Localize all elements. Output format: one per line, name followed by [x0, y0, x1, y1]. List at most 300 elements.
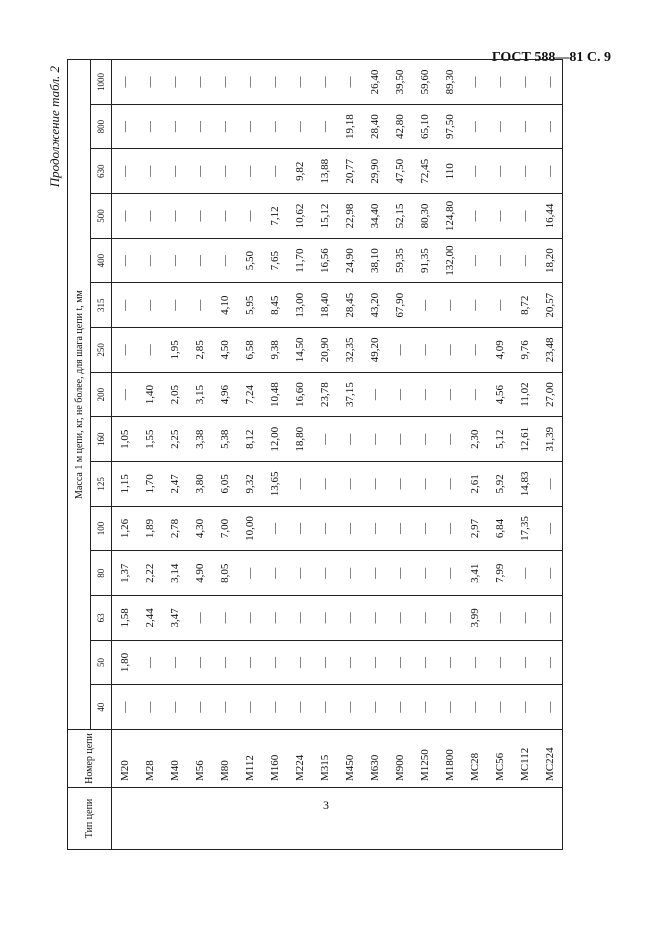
cell-chain-type: [512, 788, 537, 850]
header-pitch: 63: [91, 596, 112, 641]
cell-mass-value: —: [262, 104, 287, 149]
cell-mass-value: —: [487, 104, 512, 149]
cell-mass-value: 22,98: [337, 194, 362, 239]
cell-mass-value: —: [537, 640, 563, 685]
page-header: ГОСТ 588—81 С. 9: [491, 50, 611, 65]
cell-mass-value: 1,58: [112, 596, 138, 641]
cell-mass-value: 18,20: [537, 238, 563, 283]
cell-mass-value: —: [237, 685, 262, 730]
cell-mass-value: 1,89: [137, 506, 162, 551]
cell-mass-value: —: [512, 596, 537, 641]
cell-mass-value: —: [537, 60, 563, 105]
cell-mass-value: —: [112, 328, 138, 373]
cell-mass-value: 59,60: [412, 60, 437, 105]
cell-mass-value: 2,25: [162, 417, 187, 462]
cell-mass-value: 1,70: [137, 462, 162, 507]
cell-chain-type: [462, 788, 487, 850]
cell-mass-value: —: [512, 194, 537, 239]
cell-mass-value: 24,90: [337, 238, 362, 283]
cell-chain-type: [237, 788, 262, 850]
cell-chain-number: М160: [262, 730, 287, 788]
cell-mass-value: —: [237, 194, 262, 239]
cell-chain-number: М315: [312, 730, 337, 788]
cell-mass-value: —: [387, 506, 412, 551]
table-row: [312, 60, 337, 850]
cell-mass-value: —: [462, 640, 487, 685]
cell-mass-value: 4,09: [487, 328, 512, 373]
cell-mass-value: —: [462, 149, 487, 194]
cell-mass-value: —: [112, 60, 138, 105]
cell-mass-value: 2,47: [162, 462, 187, 507]
cell-mass-value: —: [312, 685, 337, 730]
cell-chain-number: М80: [212, 730, 237, 788]
cell-mass-value: —: [287, 506, 312, 551]
cell-mass-value: 38,10: [362, 238, 387, 283]
cell-mass-value: 23,78: [312, 372, 337, 417]
header-pitch: 100: [91, 506, 112, 551]
cell-mass-value: 3,47: [162, 596, 187, 641]
cell-mass-value: —: [462, 104, 487, 149]
cell-mass-value: —: [237, 596, 262, 641]
cell-mass-value: 4,50: [212, 328, 237, 373]
cell-mass-value: 18,80: [287, 417, 312, 462]
header-pitch: 400: [91, 238, 112, 283]
cell-mass-value: —: [312, 462, 337, 507]
cell-mass-value: 16,56: [312, 238, 337, 283]
header-pitch: 1000: [91, 60, 112, 105]
cell-chain-type: [487, 788, 512, 850]
cell-mass-value: 28,40: [362, 104, 387, 149]
cell-mass-value: 7,24: [237, 372, 262, 417]
cell-mass-value: —: [362, 596, 387, 641]
cell-chain-number: М20: [112, 730, 138, 788]
cell-mass-value: —: [362, 640, 387, 685]
table-row: [162, 60, 187, 850]
cell-mass-value: 14,83: [512, 462, 537, 507]
header-pitch: 200: [91, 372, 112, 417]
cell-mass-value: —: [262, 551, 287, 596]
cell-mass-value: —: [112, 372, 138, 417]
cell-mass-value: 52,15: [387, 194, 412, 239]
cell-mass-value: 49,20: [362, 328, 387, 373]
cell-mass-value: 80,30: [412, 194, 437, 239]
cell-mass-value: 7,99: [487, 551, 512, 596]
table-row: [237, 60, 262, 850]
cell-chain-number: М1800: [437, 730, 462, 788]
cell-mass-value: —: [412, 640, 437, 685]
cell-mass-value: —: [312, 640, 337, 685]
cell-mass-value: —: [462, 372, 487, 417]
cell-mass-value: —: [337, 417, 362, 462]
cell-mass-value: 1,95: [162, 328, 187, 373]
cell-chain-number: М1250: [412, 730, 437, 788]
cell-mass-value: —: [112, 685, 138, 730]
cell-mass-value: —: [437, 417, 462, 462]
cell-mass-value: 7,12: [262, 194, 287, 239]
cell-mass-value: —: [387, 551, 412, 596]
cell-chain-number: М900: [387, 730, 412, 788]
cell-mass-value: 1,80: [112, 640, 138, 685]
header-pitch: 80: [91, 551, 112, 596]
cell-mass-value: —: [412, 685, 437, 730]
cell-mass-value: —: [437, 640, 462, 685]
header-chain-number: Номер цепи: [68, 730, 112, 788]
cell-mass-value: —: [287, 60, 312, 105]
cell-mass-value: 2,78: [162, 506, 187, 551]
cell-mass-value: 34,40: [362, 194, 387, 239]
cell-mass-value: —: [437, 328, 462, 373]
table-row: [387, 60, 412, 850]
cell-mass-value: —: [262, 506, 287, 551]
cell-mass-value: —: [287, 551, 312, 596]
cell-mass-value: —: [287, 685, 312, 730]
header-pitch: 50: [91, 640, 112, 685]
cell-mass-value: 11,70: [287, 238, 312, 283]
cell-mass-value: —: [412, 417, 437, 462]
cell-mass-value: —: [237, 60, 262, 105]
cell-mass-value: —: [162, 194, 187, 239]
cell-mass-value: 4,96: [212, 372, 237, 417]
cell-mass-value: 9,38: [262, 328, 287, 373]
cell-mass-value: 3,38: [187, 417, 212, 462]
cell-mass-value: —: [462, 194, 487, 239]
cell-mass-value: 9,82: [287, 149, 312, 194]
cell-mass-value: 12,61: [512, 417, 537, 462]
cell-mass-value: 18,40: [312, 283, 337, 328]
cell-mass-value: —: [187, 596, 212, 641]
cell-mass-value: —: [487, 685, 512, 730]
cell-mass-value: —: [362, 372, 387, 417]
cell-mass-value: —: [187, 104, 212, 149]
cell-mass-value: 91,35: [412, 238, 437, 283]
cell-mass-value: 19,18: [337, 104, 362, 149]
cell-mass-value: 47,50: [387, 149, 412, 194]
cell-mass-value: 20,90: [312, 328, 337, 373]
cell-chain-type: [362, 788, 387, 850]
header-pitch: 800: [91, 104, 112, 149]
cell-mass-value: —: [337, 551, 362, 596]
cell-mass-value: —: [312, 506, 337, 551]
cell-mass-value: —: [362, 462, 387, 507]
cell-chain-number: М28: [137, 730, 162, 788]
cell-mass-value: —: [237, 149, 262, 194]
cell-mass-value: —: [437, 462, 462, 507]
cell-chain-number: МС28: [462, 730, 487, 788]
cell-mass-value: 4,10: [212, 283, 237, 328]
page-marker: 3: [323, 798, 329, 812]
cell-mass-value: 17,35: [512, 506, 537, 551]
cell-mass-value: 1,37: [112, 551, 138, 596]
cell-mass-value: —: [387, 328, 412, 373]
cell-mass-value: 28,45: [337, 283, 362, 328]
cell-mass-value: 3,15: [187, 372, 212, 417]
cell-chain-type: [112, 788, 138, 850]
cell-mass-value: —: [362, 685, 387, 730]
cell-mass-value: —: [312, 60, 337, 105]
chain-mass-table: [67, 59, 563, 850]
cell-mass-value: —: [487, 60, 512, 105]
cell-mass-value: —: [387, 640, 412, 685]
cell-mass-value: —: [287, 596, 312, 641]
cell-mass-value: —: [212, 60, 237, 105]
cell-mass-value: 2,30: [462, 417, 487, 462]
cell-mass-value: 1,26: [112, 506, 138, 551]
cell-mass-value: 9,32: [237, 462, 262, 507]
header-pitch: 500: [91, 194, 112, 239]
table-continuation-label: Продолжение табл. 2: [47, 66, 62, 188]
cell-mass-value: —: [187, 238, 212, 283]
cell-mass-value: —: [162, 685, 187, 730]
cell-chain-number: М40: [162, 730, 187, 788]
cell-mass-value: —: [337, 596, 362, 641]
header-pitch: 315: [91, 283, 112, 328]
cell-mass-value: —: [362, 506, 387, 551]
cell-mass-value: —: [187, 640, 212, 685]
cell-chain-number: М630: [362, 730, 387, 788]
cell-mass-value: 14,50: [287, 328, 312, 373]
cell-mass-value: 16,44: [537, 194, 563, 239]
cell-mass-value: 89,30: [437, 60, 462, 105]
cell-mass-value: —: [387, 685, 412, 730]
cell-chain-type: [287, 788, 312, 850]
cell-mass-value: —: [337, 506, 362, 551]
cell-mass-value: —: [412, 283, 437, 328]
cell-mass-value: —: [487, 640, 512, 685]
cell-mass-value: —: [112, 283, 138, 328]
cell-chain-type: [187, 788, 212, 850]
cell-mass-value: —: [462, 328, 487, 373]
cell-mass-value: —: [337, 60, 362, 105]
cell-mass-value: 43,20: [362, 283, 387, 328]
cell-mass-value: —: [512, 685, 537, 730]
table-row: [287, 60, 312, 850]
cell-mass-value: —: [212, 104, 237, 149]
cell-mass-value: —: [162, 283, 187, 328]
cell-mass-value: —: [262, 685, 287, 730]
cell-mass-value: —: [312, 104, 337, 149]
cell-mass-value: —: [287, 104, 312, 149]
cell-mass-value: —: [412, 372, 437, 417]
cell-mass-value: 23,48: [537, 328, 563, 373]
cell-mass-value: 1,05: [112, 417, 138, 462]
cell-chain-type: [262, 788, 287, 850]
cell-mass-value: 27,00: [537, 372, 563, 417]
cell-mass-value: —: [487, 194, 512, 239]
cell-mass-value: —: [387, 372, 412, 417]
cell-mass-value: —: [512, 640, 537, 685]
cell-mass-value: —: [237, 551, 262, 596]
cell-mass-value: —: [162, 238, 187, 283]
rotated-page-content: [47, 60, 590, 850]
cell-chain-type: [137, 788, 162, 850]
cell-mass-value: 4,90: [187, 551, 212, 596]
cell-mass-value: —: [137, 104, 162, 149]
cell-chain-type: [337, 788, 362, 850]
header-pitch: 630: [91, 149, 112, 194]
cell-mass-value: 20,57: [537, 283, 563, 328]
cell-mass-value: 20,77: [337, 149, 362, 194]
cell-mass-value: 6,05: [212, 462, 237, 507]
cell-mass-value: 2,44: [137, 596, 162, 641]
cell-mass-value: 7,00: [212, 506, 237, 551]
cell-mass-value: —: [137, 685, 162, 730]
table-row: [437, 60, 462, 850]
cell-mass-value: —: [162, 640, 187, 685]
cell-mass-value: 12,00: [262, 417, 287, 462]
cell-mass-value: —: [262, 596, 287, 641]
cell-chain-number: М450: [337, 730, 362, 788]
cell-mass-value: 42,80: [387, 104, 412, 149]
table-row: [487, 60, 512, 850]
table-row: [462, 60, 487, 850]
cell-mass-value: —: [387, 462, 412, 507]
cell-chain-type: [387, 788, 412, 850]
cell-mass-value: 110: [437, 149, 462, 194]
cell-mass-value: —: [187, 149, 212, 194]
header-mass-group: Масса 1 м цепи, кг, не более, для шага цепи t, мм: [68, 60, 91, 730]
cell-chain-number: МС112: [512, 730, 537, 788]
cell-mass-value: —: [537, 462, 563, 507]
cell-chain-number: М112: [237, 730, 262, 788]
cell-mass-value: 8,05: [212, 551, 237, 596]
table-row: [512, 60, 537, 850]
cell-mass-value: —: [162, 60, 187, 105]
cell-mass-value: 59,35: [387, 238, 412, 283]
cell-mass-value: —: [412, 506, 437, 551]
cell-mass-value: 65,10: [412, 104, 437, 149]
header-pitch: 40: [91, 685, 112, 730]
cell-mass-value: 5,95: [237, 283, 262, 328]
cell-mass-value: —: [262, 640, 287, 685]
cell-mass-value: —: [137, 640, 162, 685]
cell-chain-type: [537, 788, 563, 850]
table-row: [337, 60, 362, 850]
cell-mass-value: —: [337, 685, 362, 730]
cell-mass-value: —: [537, 551, 563, 596]
cell-mass-value: —: [412, 328, 437, 373]
cell-mass-value: —: [287, 462, 312, 507]
cell-mass-value: —: [537, 104, 563, 149]
cell-mass-value: —: [312, 551, 337, 596]
cell-mass-value: 4,30: [187, 506, 212, 551]
cell-mass-value: —: [487, 149, 512, 194]
header-pitch: 160: [91, 417, 112, 462]
table-row: [212, 60, 237, 850]
cell-mass-value: —: [512, 104, 537, 149]
cell-mass-value: —: [137, 283, 162, 328]
cell-mass-value: —: [537, 149, 563, 194]
cell-mass-value: 15,12: [312, 194, 337, 239]
cell-mass-value: 6,84: [487, 506, 512, 551]
cell-mass-value: 13,88: [312, 149, 337, 194]
cell-mass-value: —: [187, 194, 212, 239]
cell-mass-value: —: [112, 194, 138, 239]
cell-mass-value: —: [412, 551, 437, 596]
cell-mass-value: —: [512, 60, 537, 105]
cell-mass-value: 5,12: [487, 417, 512, 462]
cell-mass-value: —: [262, 60, 287, 105]
cell-mass-value: —: [437, 506, 462, 551]
cell-mass-value: —: [512, 149, 537, 194]
cell-mass-value: 10,48: [262, 372, 287, 417]
cell-mass-value: 1,40: [137, 372, 162, 417]
cell-mass-value: 2,85: [187, 328, 212, 373]
cell-mass-value: —: [187, 283, 212, 328]
cell-mass-value: 2,61: [462, 462, 487, 507]
cell-mass-value: —: [437, 283, 462, 328]
cell-mass-value: 13,65: [262, 462, 287, 507]
table-row: [412, 60, 437, 850]
cell-mass-value: —: [512, 238, 537, 283]
cell-mass-value: 13,00: [287, 283, 312, 328]
cell-mass-value: 97,50: [437, 104, 462, 149]
cell-chain-type: [437, 788, 462, 850]
cell-mass-value: —: [387, 417, 412, 462]
cell-mass-value: 11,02: [512, 372, 537, 417]
cell-mass-value: 10,00: [237, 506, 262, 551]
cell-mass-value: —: [212, 194, 237, 239]
cell-chain-number: М224: [287, 730, 312, 788]
cell-mass-value: —: [162, 149, 187, 194]
cell-mass-value: —: [337, 462, 362, 507]
cell-mass-value: —: [337, 640, 362, 685]
cell-mass-value: —: [487, 283, 512, 328]
table-row: [537, 60, 563, 850]
cell-mass-value: —: [112, 104, 138, 149]
cell-mass-value: 8,12: [237, 417, 262, 462]
cell-mass-value: —: [312, 417, 337, 462]
cell-mass-value: 2,22: [137, 551, 162, 596]
cell-mass-value: —: [212, 640, 237, 685]
cell-mass-value: —: [437, 596, 462, 641]
cell-mass-value: 4,56: [487, 372, 512, 417]
cell-mass-value: —: [137, 194, 162, 239]
cell-mass-value: 31,39: [537, 417, 563, 462]
cell-mass-value: 39,50: [387, 60, 412, 105]
cell-mass-value: —: [362, 417, 387, 462]
cell-mass-value: 6,58: [237, 328, 262, 373]
table-body: [112, 60, 563, 850]
cell-mass-value: 72,45: [412, 149, 437, 194]
cell-mass-value: 124,80: [437, 194, 462, 239]
cell-mass-value: —: [437, 372, 462, 417]
cell-chain-number: МС56: [487, 730, 512, 788]
header-chain-type: Тип цепи: [68, 788, 112, 850]
table-row: [262, 60, 287, 850]
cell-mass-value: 8,45: [262, 283, 287, 328]
cell-mass-value: 2,05: [162, 372, 187, 417]
header-pitch: 125: [91, 462, 112, 507]
cell-mass-value: —: [287, 640, 312, 685]
cell-mass-value: —: [412, 596, 437, 641]
cell-mass-value: 5,92: [487, 462, 512, 507]
cell-mass-value: 1,55: [137, 417, 162, 462]
cell-mass-value: 3,99: [462, 596, 487, 641]
cell-chain-number: М56: [187, 730, 212, 788]
cell-mass-value: —: [537, 506, 563, 551]
cell-mass-value: 3,41: [462, 551, 487, 596]
cell-mass-value: —: [312, 596, 337, 641]
cell-mass-value: —: [212, 238, 237, 283]
cell-chain-type: [412, 788, 437, 850]
cell-mass-value: 8,72: [512, 283, 537, 328]
cell-mass-value: —: [162, 104, 187, 149]
cell-mass-value: 26,40: [362, 60, 387, 105]
table-row: [187, 60, 212, 850]
cell-mass-value: 32,35: [337, 328, 362, 373]
table-row: [112, 60, 138, 850]
cell-mass-value: 7,65: [262, 238, 287, 283]
